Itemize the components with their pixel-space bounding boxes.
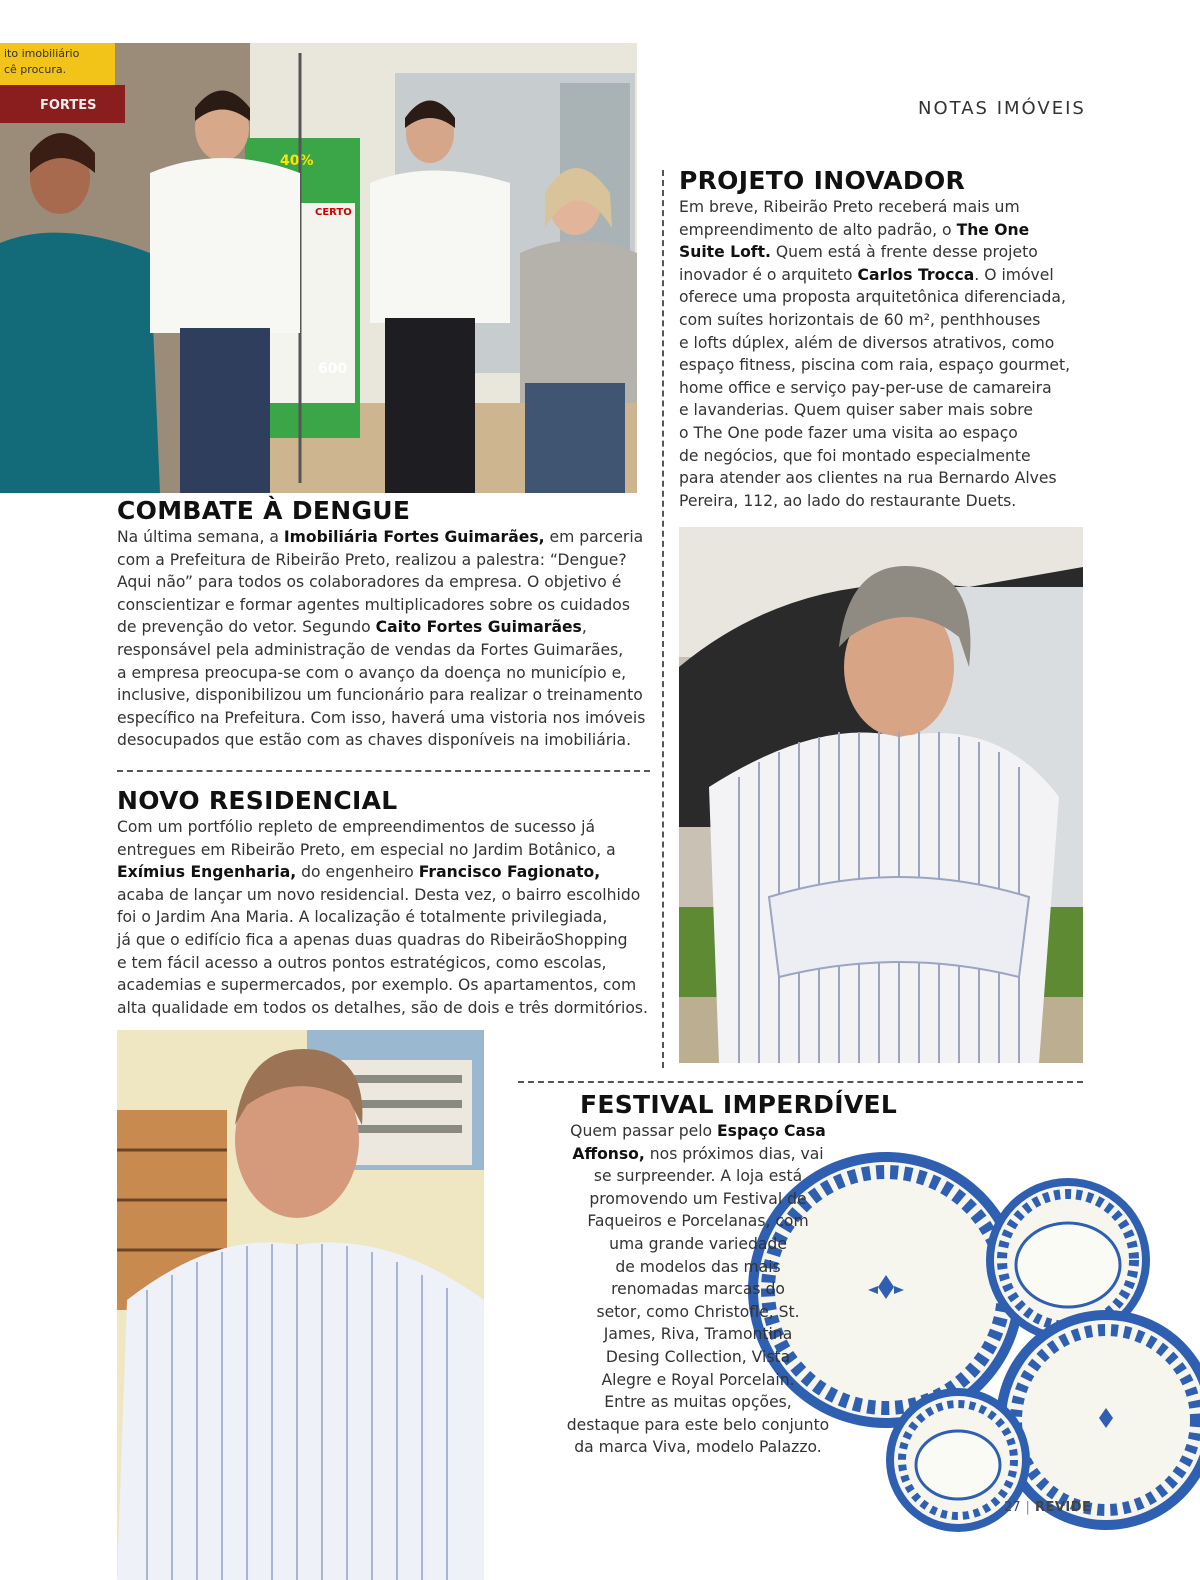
bold-run: Affonso, bbox=[572, 1144, 645, 1163]
text-line bbox=[679, 264, 1070, 287]
text-run: espaço fitness, piscina com raia, espaço gourmet, bbox=[679, 356, 1071, 375]
architect-photo bbox=[679, 527, 1083, 1063]
text-run: inclusive, disponibilizou um funcionário para realizar o treinamento bbox=[117, 686, 643, 705]
text-run: Na última semana, a bbox=[117, 528, 284, 546]
text-line bbox=[679, 354, 1070, 377]
text-line bbox=[117, 816, 648, 839]
text-run: Alegre e Royal Porcelain. bbox=[601, 1370, 795, 1389]
text-line bbox=[117, 684, 645, 707]
text-run: home office e serviço pay-per-use de camareira bbox=[679, 378, 1052, 397]
text-run: Quem está à frente desse projeto bbox=[770, 243, 1038, 262]
text-run: já que o edifício fica a apenas duas quadras do RibeirãoShopping bbox=[117, 930, 628, 949]
text-line bbox=[117, 929, 648, 952]
text-line bbox=[508, 1301, 888, 1324]
text-run: em parceria bbox=[544, 528, 644, 546]
text-line bbox=[117, 526, 645, 549]
text-run: e tem fácil acesso a outros pontos estratégicos, como escolas, bbox=[117, 953, 607, 972]
footer-separator: | bbox=[1025, 1500, 1030, 1515]
divider-dengue bbox=[117, 770, 650, 772]
text-line bbox=[117, 906, 648, 929]
text-run: oferece uma proposta arquitetônica diferenciada, bbox=[679, 288, 1066, 307]
poster-percent: 40% bbox=[280, 153, 314, 169]
text-run: Quem passar pelo bbox=[570, 1122, 718, 1140]
text-run: . O imóvel bbox=[974, 265, 1054, 284]
text-line bbox=[679, 309, 1070, 332]
text-run: desocupados que estão com as chaves disponíveis na imobiliária. bbox=[117, 731, 632, 750]
text-line bbox=[117, 594, 645, 617]
text-run: renomadas marcas do bbox=[611, 1280, 785, 1299]
bold-run: The One bbox=[956, 220, 1030, 239]
text-line bbox=[679, 196, 1070, 219]
text-run: e lofts dúplex, além de diversos atrativos, como bbox=[679, 333, 1055, 352]
bold-run: Suite Loft. bbox=[679, 243, 771, 262]
text-line bbox=[508, 1143, 888, 1166]
text-run: de prevenção do vetor. Segundo bbox=[117, 618, 376, 637]
text-line bbox=[117, 884, 648, 907]
text-line bbox=[508, 1414, 888, 1437]
text-run: do engenheiro bbox=[296, 863, 419, 882]
text-run: responsável pela administração de vendas da Fortes Guimarães, bbox=[117, 640, 624, 659]
text-line bbox=[117, 729, 645, 752]
text-run: o The One pode fazer uma visita ao espaço bbox=[679, 423, 1018, 442]
sign-text-1: ito imobiliário bbox=[4, 47, 80, 60]
text-line bbox=[508, 1233, 888, 1256]
text-line bbox=[117, 952, 648, 975]
text-run: da marca Viva, modelo Palazzo. bbox=[574, 1438, 822, 1457]
group-photo bbox=[0, 43, 637, 493]
text-line bbox=[508, 1120, 888, 1143]
text-run: Desing Collection, Vista bbox=[605, 1347, 791, 1366]
magazine-brand: REVIDE bbox=[1034, 1500, 1092, 1515]
text-line bbox=[679, 332, 1070, 355]
text-run: promovendo um Festival de bbox=[589, 1189, 807, 1208]
text-run: foi o Jardim Ana Maria. A localização é totalmente privilegiada, bbox=[117, 908, 608, 927]
text-line bbox=[117, 707, 645, 730]
projeto-body bbox=[679, 196, 1070, 512]
text-line bbox=[117, 997, 648, 1020]
text-line bbox=[508, 1436, 888, 1459]
text-line bbox=[117, 549, 645, 572]
bold-run: Carlos Trocca bbox=[857, 265, 975, 284]
bold-run: Exímius Engenharia, bbox=[117, 863, 297, 882]
poster-certo: CERTO bbox=[315, 207, 352, 218]
text-run: Em breve, Ribeirão Preto receberá mais um bbox=[679, 198, 1020, 216]
poster-number: 600 bbox=[318, 361, 348, 377]
text-run: Pereira, 112, ao lado do restaurante Duets. bbox=[679, 491, 1017, 510]
text-run: academias e supermercados, por exemplo. Os apartamentos, com bbox=[117, 976, 637, 995]
text-line bbox=[679, 286, 1070, 309]
text-run: Com um portfólio repleto de empreendimentos de sucesso já bbox=[117, 818, 596, 836]
text-line bbox=[508, 1369, 888, 1392]
text-run: de negócios, que foi montado especialmente bbox=[679, 446, 1031, 465]
bold-run: Caito Fortes Guimarães bbox=[375, 618, 582, 637]
text-line bbox=[117, 839, 648, 862]
text-line bbox=[508, 1391, 888, 1414]
text-run: nos próximos dias, vai bbox=[644, 1144, 824, 1163]
text-line bbox=[117, 974, 648, 997]
dengue-title: COMBATE À DENGUE bbox=[117, 496, 411, 525]
divider-festival bbox=[518, 1081, 1083, 1083]
column-divider bbox=[662, 170, 664, 1068]
text-run: para atender aos clientes na rua Bernardo Alves bbox=[679, 469, 1057, 488]
dengue-body bbox=[117, 526, 645, 752]
engineer-photo bbox=[117, 1030, 484, 1580]
text-line bbox=[508, 1323, 888, 1346]
page-number: 27 bbox=[1004, 1500, 1021, 1515]
text-run: com suítes horizontais de 60 m², penthhouses bbox=[679, 310, 1041, 329]
text-line bbox=[508, 1165, 888, 1188]
text-line bbox=[508, 1210, 888, 1233]
bold-run: Francisco Fagionato, bbox=[418, 863, 601, 882]
text-line bbox=[508, 1188, 888, 1211]
text-line bbox=[679, 467, 1070, 490]
festival-title: FESTIVAL IMPERDÍVEL bbox=[580, 1090, 898, 1119]
text-line bbox=[117, 861, 648, 884]
text-line bbox=[679, 445, 1070, 468]
sign-text-2: cê procura. bbox=[4, 63, 67, 76]
text-line bbox=[508, 1346, 888, 1369]
text-line bbox=[117, 571, 645, 594]
bold-run: Imobiliária Fortes Guimarães, bbox=[283, 528, 545, 546]
text-line bbox=[679, 377, 1070, 400]
text-run: inovador é o arquiteto bbox=[679, 265, 858, 284]
festival-body bbox=[508, 1120, 888, 1459]
text-line bbox=[508, 1278, 888, 1301]
text-line bbox=[679, 219, 1070, 242]
text-run: empreendimento de alto padrão, o bbox=[679, 220, 957, 239]
text-run: conscientizar e formar agentes multiplicadores sobre os cuidados bbox=[117, 595, 630, 614]
text-run: destaque para este belo conjunto bbox=[566, 1415, 830, 1434]
text-run: Aqui não” para todos os colaboradores da empresa. O objetivo é bbox=[117, 573, 622, 592]
text-run: , bbox=[581, 618, 587, 637]
projeto-title: PROJETO INOVADOR bbox=[679, 166, 966, 195]
text-run: Entre as muitas opções, bbox=[604, 1393, 792, 1412]
section-label: NOTAS IMÓVEIS bbox=[918, 98, 1086, 119]
text-line bbox=[508, 1256, 888, 1279]
page-footer bbox=[1004, 1500, 1091, 1515]
text-line bbox=[679, 399, 1070, 422]
text-run: Faqueiros e Porcelanas, com bbox=[587, 1212, 809, 1231]
text-run: a empresa preocupa-se com o avanço da doença no município e, bbox=[117, 663, 627, 682]
text-line bbox=[117, 662, 645, 685]
text-line bbox=[679, 490, 1070, 513]
bold-run: Espaço Casa bbox=[717, 1122, 826, 1140]
text-run: com a Prefeitura de Ribeirão Preto, realizou a palestra: “Dengue? bbox=[117, 550, 627, 569]
text-line bbox=[117, 639, 645, 662]
text-run: de modelos das mais bbox=[615, 1257, 781, 1276]
text-run: alta qualidade em todos os detalhes, são de dois e três dormitórios. bbox=[117, 998, 648, 1017]
text-run: específico na Prefeitura. Com isso, haverá uma vistoria nos imóveis bbox=[117, 708, 646, 727]
residencial-body bbox=[117, 816, 648, 1019]
text-run: e lavanderias. Quem quiser saber mais sobre bbox=[679, 401, 1033, 420]
text-run: James, Riva, Tramontina bbox=[603, 1325, 793, 1344]
text-line bbox=[117, 616, 645, 639]
fortes-logo-text: FORTES bbox=[40, 98, 97, 113]
text-run: acaba de lançar um novo residencial. Desta vez, o bairro escolhido bbox=[117, 885, 641, 904]
text-run: uma grande variedade bbox=[609, 1234, 787, 1253]
residencial-title: NOVO RESIDENCIAL bbox=[117, 786, 398, 815]
text-line bbox=[679, 422, 1070, 445]
text-run: se surpreender. A loja está bbox=[593, 1167, 803, 1186]
text-run: setor, como Christofle, St. bbox=[596, 1302, 800, 1321]
text-line bbox=[679, 241, 1070, 264]
text-run: entregues em Ribeirão Preto, em especial no Jardim Botânico, a bbox=[117, 840, 616, 859]
